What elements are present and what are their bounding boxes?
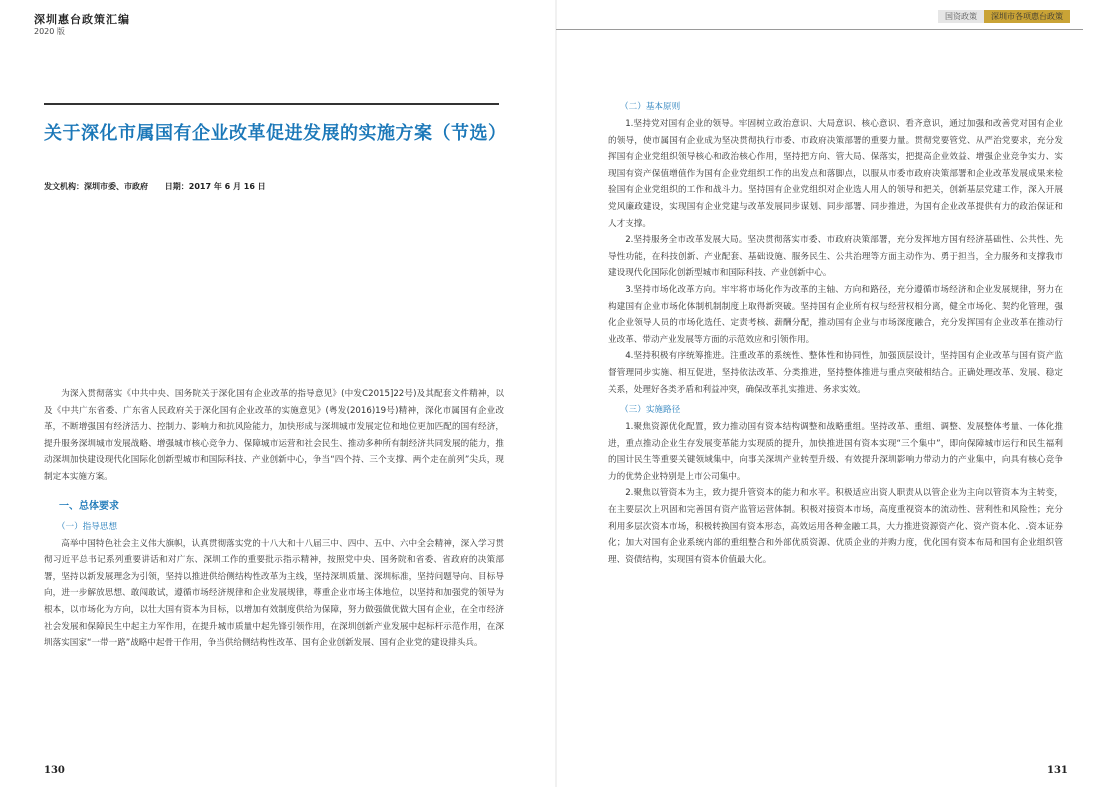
right-column-text xyxy=(608,99,1063,568)
subsection-heading: （二）基本原则 xyxy=(620,102,681,112)
section-tabs xyxy=(938,10,1070,23)
principle-paragraph: 3.坚持市场化改革方向。牢牢将市场化作为改革的主轴、方向和路径，充分遵循市场经济和企业发展规律，努力在构建国有企业市场化体制机制制度上取得新突破。坚持国有企业所有权与经营权相分离，健全市场化、契约化管理，强化企业领导人员的市场化选任、定责考核、薪酬分配，推动国有企业与市场深度融合，充分发挥国有企业改革在推动行业改革、带动产业发展等方面的示范效应和引领作用。 xyxy=(608,284,1063,345)
section-heading: 一、总体要求 xyxy=(59,500,119,512)
page-number-left: 130 xyxy=(44,765,65,776)
guiding-thought-paragraph: 高举中国特色社会主义伟大旗帜，认真贯彻落实党的十八大和十八届三中、四中、五中、六中全会精神，深入学习贯彻习近平总书记系列重要讲话和对广东、深圳工作的重要批示指示精神，按照党中央、国务院和省委、省政府的决策部署，坚持以新发展理念为引领，坚持以推进供给侧结构性改革为主线，坚持深圳质量、深圳标准，坚持问题导向、目标导向，进一步解放思想、敢闯敢试，遵循市场经济规律和企业发展规律，尊重企业市场主体地位，以坚持和加强党的领导为根本，以市场化为方向，以壮大国有资本为目标，以增加有效制度供给为保障，努力做强做优做大国有企业，在全市经济社会发展和保障民生中起主力军作用，在提升城市质量中起先锋引领作用，在深圳创新产业发展中起标杆示范作用，在深圳落实国家“一带一路”战略中起骨干作用，争当供给侧结构性改革、国有企业创新发展、国有企业党的建设排头兵。 xyxy=(44,538,504,649)
issuer: 发文机构：深圳市委、市政府 xyxy=(44,182,148,191)
tab-policy: 国资政策 xyxy=(938,10,984,23)
page-number-right: 131 xyxy=(1047,765,1068,776)
principle-paragraph: 1.坚持党对国有企业的领导。牢固树立政治意识、大局意识、核心意识、看齐意识，通过加强和改善党对国有企业的领导，使市属国有企业成为坚决贯彻执行市委、市政府决策部署的重要力量。贯彻党要管党、从严治党要求，充分发挥国有企业党组织领导核心和政治核心作用，坚持把方向、管大局、保落实，把提高企业效益、增强企业竞争实力、实现国有资产保值增值作为国有企业党组织工作的出发点和落脚点，以服从市委市政府决策部署和企业改革发展成果来检验国有企业党组织的工作和战斗力。坚持国有企业党组织对企业选人用人的领导和把关，创新基层党建工作，深入开展党风廉政建设，实现国有企业党建与改革发展同步谋划、同步部署、同步推进，为国有企业改革提供有力的政治保证和人才支撑。 xyxy=(608,119,1063,229)
title-divider xyxy=(44,103,499,105)
document-title: 关于深化市属国有企业改革促进发展的实施方案（节选） xyxy=(44,123,507,144)
subsection-heading: （三）实施路径 xyxy=(620,405,681,416)
document-meta xyxy=(44,181,280,192)
principle-paragraph: 4.坚持积极有序统筹推进。注重改革的系统性、整体性和协同性，加强顶层设计，坚持国有企业改革与国有资产监督管理同步实施、相互促进，坚持依法改革、分类推进，坚持整体推进与重点突破相结合。正确处理改革、发展、稳定关系，处理好各类矛盾和利益冲突，确保改革扎实推进、务求实效。 xyxy=(608,351,1063,395)
left-column-text xyxy=(44,386,504,652)
book-title: 深圳惠台政策汇编 xyxy=(34,13,130,26)
path-paragraph: 2.聚焦以管资本为主，致力提升管资本的能力和水平。积极适应出资人职责从以管企业为主向以管资本为主转变，在主要层次上巩固和完善国有资产监管运营体制。积极对接资本市场，高度重视资本的流动性、营利性和风险性；充分利用多层次资本市场，积极转换国有资本形态，高效运用各种金融工具，大力推进资源资产化、资产资本化、.资本证券化；加大对国有企业系统内部的重组整合和外部优质资源、优质企业的并购力度，优化国有资本布局和国有企业组织管理、资债结构，实现国有资本价值最大化。 xyxy=(608,488,1063,565)
right-page xyxy=(556,0,1112,787)
edition-label: 2020 版 xyxy=(34,27,65,36)
principle-paragraph: 2.坚持服务全市改革发展大局。坚决贯彻落实市委、市政府决策部署，充分发挥地方国有经济基础性、公共性、先导性功能，在科技创新、产业配套、基础设施、服务民生、公共治理等方面主动作为、勇于担当，全力服务和支撑我市建设现代化国际化创新型城市和国际科技、产业创新中心。 xyxy=(608,235,1063,279)
issue-date: 日期：2017 年 6 月 16 日 xyxy=(164,182,266,191)
intro-paragraph: 为深入贯彻落实《中共中央、国务院关于深化国有企业改革的指导意见》(中发C2015]22号)及其配套文件精神，以及《中共广东省委、广东省人民政府关于深化国有企业改革的实施意见》(粤发(2016)19号)精神，深化市属国有企业改革，不断增强国有经济活力、控制力、影响力和抗风险能力，加快形成与深圳城市发展定位和地位更加匹配的国有经济，提升服务深圳城市发展战略、增强城市核心竞争力、保障城市运营和社会民生、推动多种所有制经济共同发展的能力，推动深圳加快建设现代化国际化创新型城市和国际科技、产业创新中心，争当“四个持、三个支撑、两个走在前列”尖兵，现制定本实施方案。 xyxy=(44,389,504,482)
tab-shenzhen-policies: 深圳市各项惠台政策 xyxy=(984,10,1070,23)
subsection-heading: （一）指导思想 xyxy=(56,521,118,532)
header-rule xyxy=(556,29,1083,30)
path-paragraph: 1.聚焦资源优化配置，致力推动国有资本结构调整和战略重组。坚持改革、重组、调整、发展整体考量、一体化推进，重点推动企业生存发展变革能力实现质的提升，加快推进国有资本实现“三个集中”，即向保障城市运行和民生福利的国计民生等重要关键领域集中，向事关深圳产业转型升级、有效提升深圳影响力带动力的产业集中，向具有核心竞争力的优势企业特别是上市公司集中。 xyxy=(608,422,1063,482)
